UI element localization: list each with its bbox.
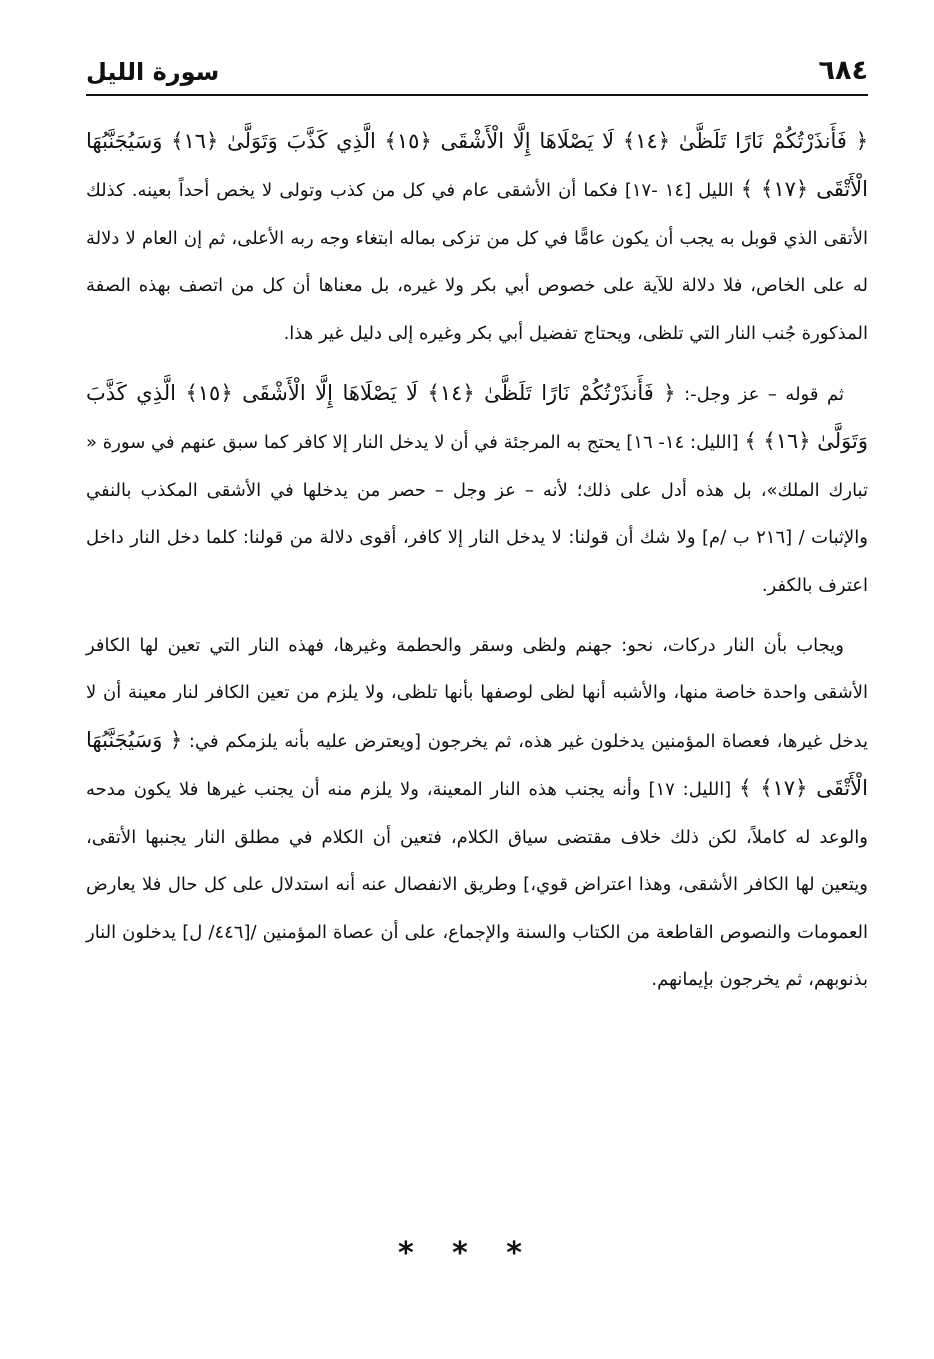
commentary-text: ثم قوله – عز وجل-: (675, 384, 844, 406)
paragraph-2 (86, 370, 868, 609)
commentary-text: [الليل: ١٤- ١٦] يحتج به المرجئة في أن لا يدخل النار إلا كافر كما سبق عنهم في سورة « تبارك الملك»، بل هذه أدل على ذلك؛ لأنه – عز وجل – حصر من يدخلها في الأشقى المكذب بالنفي والإثبات / [٢١٦ ب /م] ولا شك أن قولنا: لا يدخل النار إلا كافر، أقوى دلالة من قولنا: كلما دخل النار داخل اعترف بالكفر. (86, 432, 868, 596)
quran-verse: ﴿ فَأَنذَرْتُكُمْ نَارًا تَلَظَّىٰ ﴿١٤﴾ لَا يَصْلَاهَا إِلَّا الْأَشْقَى ﴿١٥﴾ الَّذِي كَذَّبَ وَتَوَلَّىٰ ﴿١٦﴾ ﴾ (86, 381, 868, 454)
running-header (86, 46, 868, 90)
paragraph-1 (86, 118, 868, 357)
body-text (86, 118, 868, 1003)
page-number: ٦٨٤ (818, 55, 868, 86)
quran-verse: ﴿ فَأَنذَرْتُكُمْ نَارًا تَلَظَّىٰ ﴿١٤﴾ لَا يَصْلَاهَا إِلَّا الْأَشْقَى ﴿١٥﴾ الَّذِي كَذَّبَ وَتَوَلَّىٰ ﴿١٦﴾ وَسَيُجَنَّبُهَا الْأَتْقَى ﴿١٧﴾ ﴾ (86, 129, 869, 202)
section-separator: * * * (398, 1236, 536, 1271)
commentary-text: الليل [١٤ -١٧] فكما أن الأشقى عام في كل من كذب وتولى لا يخص أحداً بعينه. كذلك الأتقى الذي قوبل به يجب أن يكون عامًّا في كل من تزكى بماله ابتغاء وجه ربه الأعلى، ثم إن العام لا دلالة له على الخاص، فلا دلالة للآية على خصوص أبي بكر ولا غيره، بل معناها أن كل من اتصف بهذه الصفة المذكورة جُنب النار التي تلظى، ويحتاج تفضيل أبي بكر وغيره إلى دليل غير هذا. (86, 180, 868, 344)
quran-verse: ﴿ وَسَيُجَنَّبُهَا الْأَتْقَى ﴿١٧﴾ ﴾ (86, 727, 868, 801)
commentary-text: ويجاب بأن النار دركات، نحو: جهنم ولظى وسقر والحطمة وغيرها، فهذه النار التي تعين لها الكافر الأشقى واحدة خاصة منها، والأشبه أنها لظى لوصفها بأنها تلظى، ولا يلزم من تعين الكافر لنار معينة أن لا يدخل غيرها، فعصاة المؤمنين يدخلون غير هذه، ثم يخرجون [ويعترض عليه بأنه يلزمكم في: (86, 635, 868, 752)
paragraph-3 (86, 622, 868, 1003)
header-rule (86, 94, 868, 96)
commentary-text: [الليل: ١٧] وأنه يجنب هذه النار المعينة، ولا يلزم منه أن يجنب غيرها فلا يكون مدحه والوعد له كاملاً، لكن ذلك خلاف مقتضى سياق الكلام، فتعين أن الكلام في مطلق النار يجنبها الأتقى، ويتعين لها الكافر الأشقى، وهذا اعتراض قوي،] وطريق الانفصال عنه أنه استدلال على كل حال فلا يعارض العمومات والنصوص القاطعة من الكتاب والسنة والإجماع، على أن عصاة المؤمنين /[٤٤٦/ ل] يدخلون النار بذنوبهم، ثم يخرجون بإيمانهم. (86, 779, 868, 990)
surah-title: سورة الليل (86, 58, 220, 86)
